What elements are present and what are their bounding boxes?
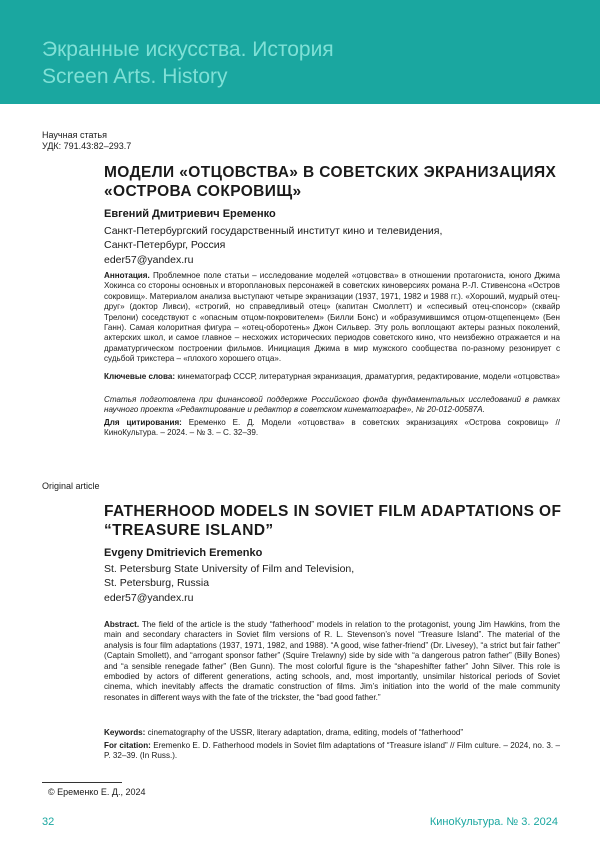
- citation-label: For citation:: [104, 741, 151, 750]
- section-title-ru: Экранные искусства. История: [42, 38, 334, 61]
- citation-label: Для цитирования:: [104, 418, 182, 427]
- affiliation-ru: [104, 224, 442, 252]
- copyright: © Еременко Е. Д., 2024: [48, 787, 146, 797]
- citation-text: Eremenko E. D. Fatherhood models in Soviet film adaptations of “Treasure island” // Film culture. – 2024, no. 3. – P. 32–39. (In Russ.).: [104, 741, 561, 761]
- affiliation-en: [104, 562, 354, 590]
- email-en[interactable]: eder57@yandex.ru: [104, 592, 194, 604]
- abstract-ru: [104, 271, 560, 365]
- keywords-text: cinematography of the USSR, literary adaptation, drama, editing, models of “fatherhood”: [147, 728, 464, 737]
- footnote-divider: [42, 782, 122, 783]
- article-title-ru: МОДЕЛИ «ОТЦОВСТВА» В СОВЕТСКИХ ЭКРАНИЗАЦИЯХ «ОСТРОВА СОКРОВИЩ»: [104, 164, 557, 200]
- journal-issue: КиноКультура. № 3. 2024: [429, 816, 558, 828]
- affiliation-line-2: Санкт-Петербург, Россия: [104, 239, 226, 251]
- affiliation-line-1: Санкт-Петербургский государственный институт кино и телевидения,: [104, 225, 443, 237]
- article-type-ru: Научная статья: [42, 130, 107, 140]
- section-title-en: Screen Arts. History: [42, 65, 228, 88]
- funding-note: Статья подготовлена при финансовой поддержке Российского фонда фундаментальных исследований в рамках научного проекта «Редактирование и редактор в советском кинематографе», № 20-012-00587А.: [104, 395, 560, 415]
- page-number: 32: [42, 816, 55, 828]
- citation-en: [104, 741, 560, 762]
- abstract-label: Abstract.: [104, 620, 140, 629]
- author-ru: Евгений Дмитриевич Еременко: [104, 208, 276, 220]
- keywords-label: Keywords:: [104, 728, 146, 737]
- author-en: Evgeny Dmitrievich Eremenko: [104, 547, 263, 559]
- keywords-ru: [104, 372, 560, 382]
- affiliation-line-2: St. Petersburg, Russia: [104, 577, 210, 589]
- abstract-text: Проблемное поле статьи – исследование моделей «отцовства» в отношении протагониста, юного Джима Хокинса со стороны основных и второплановых персонажей в советских киноверсиях романа Р.-Л. Стивенсона «Остров сокровищ». Материалом анализа выступают четыре экранизации (1937, 1971, 1982 и 1988 гг.). «Хороший, мудрый отец-друг» (доктор Ливси), «строгий, но справедливый отец» (капитан Смоллетт) и «спесивый отец-спонсор» (сквайр Трелони) соседствуют с «опасным отцом-покровителем» (Билли Бонс) и «образумившимся отцом-отщепенцем» (Бен Ганн). Самая колоритная фигура – «отец-оборотень» Джон Сильвер. Эту роль воплощают актеры разных поколений, актерских школ, и самое главное – несхожих исторических периодов советского кино, что неизбежно отражается и на драматургическом построении фильмов. Инициация Джима в мир мужского сообщества по-разному резонирует с судьбой трикстера – «плохого хорошего отца».: [104, 271, 560, 364]
- affiliation-line-1: St. Petersburg State University of Film and Television,: [104, 563, 355, 575]
- udk: УДК: 791.43:82–293.7: [42, 141, 132, 151]
- keywords-text: кинематограф СССР, литературная экранизация, драматургия, редактирование, модели «отцовства»: [177, 372, 561, 381]
- email-ru[interactable]: eder57@yandex.ru: [104, 254, 194, 266]
- citation-ru: [104, 418, 560, 439]
- citation-text: Еременко Е. Д. Модели «отцовства» в советских экранизациях «Острова сокровищ» // КиноКультура. – 2024. – № 3. – С. 32–39.: [104, 418, 561, 438]
- article-type-en: Original article: [42, 481, 100, 491]
- abstract-text: The field of the article is the study “fatherhood” models in relation to the protagonist, young Jim Hawkins, from the main and secondary characters in Soviet film versions of R. L. Stevenson’s novel “Treasure Island”. The material of the analysis is four film adaptations (1937, 1971, 1982, and 1988). “A good, wise father-friend” (Dr. Livesey), “a strict but fair father” (Captain Smollett), and “arrogant sponsor father” (Squire Trelawny) side by side with “a dangerous patron father” (Billy Bones) and “a sensible renegade father” (Ben Gunn). The most colorful figure is the “shapeshifter father” John Silver. This role is embodied by actors of different generations, acting schools, and, most importantly, unsimilar historical periods of Soviet cinema, which inevitably affects the dramatic construction of films. Jim’s initiation into the world of the male community resonates in different ways with the fate of the trickster, the “bad good father.”: [104, 620, 560, 702]
- abstract-en: [104, 620, 560, 703]
- keywords-label: Ключевые слова:: [104, 372, 176, 381]
- article-title-en: FATHERHOOD MODELS IN SOVIET FILM ADAPTATIONS OF “TREASURE ISLAND”: [104, 503, 562, 539]
- keywords-en: [104, 728, 560, 738]
- header-banner: [0, 0, 600, 104]
- abstract-label: Аннотация.: [104, 271, 150, 280]
